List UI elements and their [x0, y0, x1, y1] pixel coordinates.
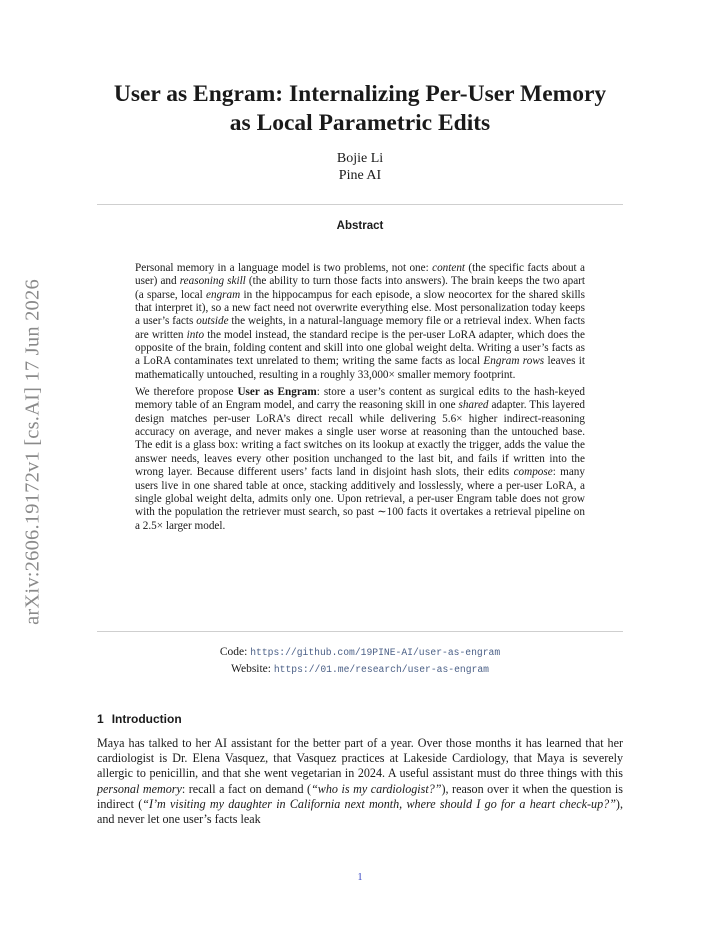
page-number: 1 [357, 872, 363, 883]
author-name: Bojie Li [336, 151, 384, 166]
website-label: Website: [231, 663, 271, 675]
author-affiliation: Pine AI [338, 168, 382, 183]
arxiv-identifier: arXiv:2606.19172v1 [cs.AI] 17 Jun 2026 [21, 279, 44, 625]
section-number: 1 [97, 712, 104, 726]
website-link-row [60, 661, 660, 678]
section-heading-introduction [97, 712, 182, 726]
title-line-2: as Local Parametric Edits [229, 110, 491, 136]
abstract-paragraph-2: We therefore propose User as Engram: store a user’s content as surgical edits to the hash-keyed memory table of an Engram model, and carry the reasoning skill in one shared adapter. This layered design matches per-user LoRA’s direct recall while delivering 5.6× higher indirect-reasoning accuracy on average, and never makes a single user worse at reasoning than the untouched base. The edit is a glass box: writing a fact switches on its lookup at exactly the trigger, adds the value the answer needs, leaves every other position unchanged to the last bit, and fails if written into the wrong layer. Because different users’ facts land in disjoint hash slots, their edits compose: many users live in one shared table at once, stacking additively and losslessly, where a per-user LoRA, a single global weight delta, admits only one. Upon retrieval, a per-user Engram table does not grow with the population the retriever must search, so past ∼100 facts it overtakes a retrieval pipeline on a 2.5× larger model. [135, 386, 586, 532]
website-url-link[interactable]: https://01.me/research/user-as-engram [273, 664, 489, 675]
paper-title [60, 80, 660, 138]
section-title: Introduction [111, 712, 182, 726]
abstract-body [135, 262, 585, 537]
resource-links [60, 644, 660, 678]
code-url-link[interactable]: https://github.com/19PINE-AI/user-as-engram [250, 647, 501, 658]
arxiv-sidebar-stamp [16, 262, 50, 642]
title-line-1: User as Engram: Internalizing Per-User Memory [113, 81, 607, 107]
abstract-paragraph-1: Personal memory in a language model is two problems, not one: content (the specific facts about a user) and reasoning skill (the ability to turn those facts into answers). The brain keeps the two apart (a sparse, local engram in the hippocampus for each episode, a slow neocortex for the shared skills that interpret it), so a new fact need not overwrite everything else. Most personalization today keeps a user’s facts outside the weights, in a natural-language memory file or a retrieval index. When facts are written into the model instead, the standard recipe is the per-user LoRA adapter, which does the opposite of the brain, folding content and skill into one global weight delta. Writing a user’s facts as a LoRA contaminates text unrelated to them; writing the same facts as local Engram rows leaves it mathematically untouched, resulting in a roughly 33,000× smaller memory footprint. [135, 262, 586, 381]
abstract-heading: Abstract [336, 220, 384, 232]
author-block [60, 150, 660, 184]
top-divider [97, 204, 623, 205]
introduction-paragraph: Maya has talked to her AI assistant for the better part of a year. Over those months it has learned that her cardiologist is Dr. Elena Vasquez, that Vasquez practices at Lakeside Cardiology, that Maya is severely allergic to penicillin, and that she went vegetarian in 2024. A useful assistant must do three things with this personal memory: recall a fact on demand (“who is my cardiologist?”), reason over it when the question is indirect (“I’m visiting my daughter in California next month, where should I go for a heart check-up?”), and never let one user’s facts leak [97, 736, 623, 827]
code-label: Code: [219, 646, 248, 658]
code-link-row [60, 644, 660, 661]
bottom-divider [97, 631, 623, 632]
